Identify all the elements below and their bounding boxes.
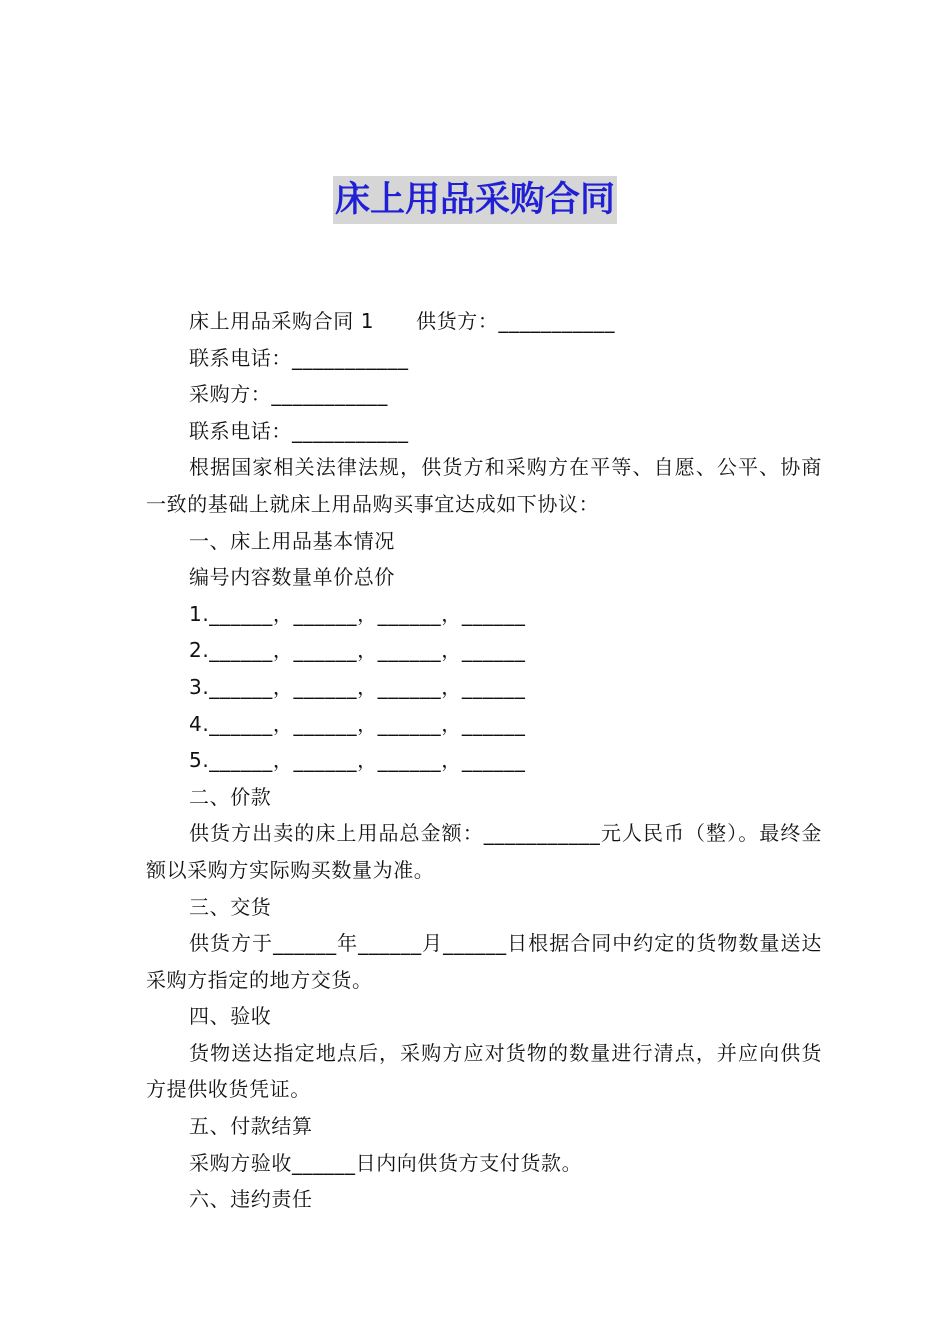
acceptance-paragraph: 货物送达指定地点后，采购方应对货物的数量进行清点，并应向供货方提供收货凭证。 bbox=[146, 1040, 822, 1102]
section-heading-1: 一、床上用品基本情况 bbox=[189, 528, 395, 553]
section-heading-4: 四、验收 bbox=[189, 1004, 272, 1029]
section-heading-5: 五、付款结算 bbox=[189, 1114, 313, 1139]
supplier-field: 供货方：___________ bbox=[416, 309, 616, 333]
item-row: 4.______，______，______，______ bbox=[189, 711, 526, 736]
item-row: 1.______，______，______，______ bbox=[189, 601, 526, 626]
contract-name: 床上用品采购合同 1 bbox=[189, 309, 375, 333]
price-paragraph: 供货方出卖的床上用品总金额：___________元人民币（整）。最终金额以采购方实际购买数量为准。 bbox=[146, 821, 822, 882]
delivery-paragraph: 供货方于______年______月______日根据合同中约定的货物数量送达采购方指定的地方交货。 bbox=[146, 931, 822, 992]
table-header-line: 编号内容数量单价总价 bbox=[189, 565, 395, 590]
buyer-field: 采购方：___________ bbox=[189, 382, 388, 407]
document-title: 床上用品采购合同 bbox=[333, 176, 617, 224]
item-row: 5.______，______，______，______ bbox=[189, 748, 526, 773]
section-heading-2: 二、价款 bbox=[189, 784, 272, 809]
payment-paragraph: 采购方验收______日内向供货方支付货款。 bbox=[189, 1150, 583, 1175]
supplier-phone-field: 联系电话：___________ bbox=[189, 345, 409, 370]
item-row: 2.______，______，______，______ bbox=[189, 638, 526, 663]
heading-line bbox=[146, 303, 822, 340]
intro-paragraph: 根据国家相关法律法规，供货方和采购方在平等、自愿、公平、协商一致的基础上就床上用品购买事宜达成如下协议： bbox=[146, 455, 822, 516]
buyer-phone-field: 联系电话：___________ bbox=[189, 418, 409, 443]
section-heading-3: 三、交货 bbox=[189, 894, 272, 919]
document-body bbox=[146, 303, 822, 1218]
section-heading-6: 六、违约责任 bbox=[189, 1187, 313, 1212]
item-row: 3.______，______，______，______ bbox=[189, 674, 526, 699]
title-container bbox=[0, 176, 950, 224]
